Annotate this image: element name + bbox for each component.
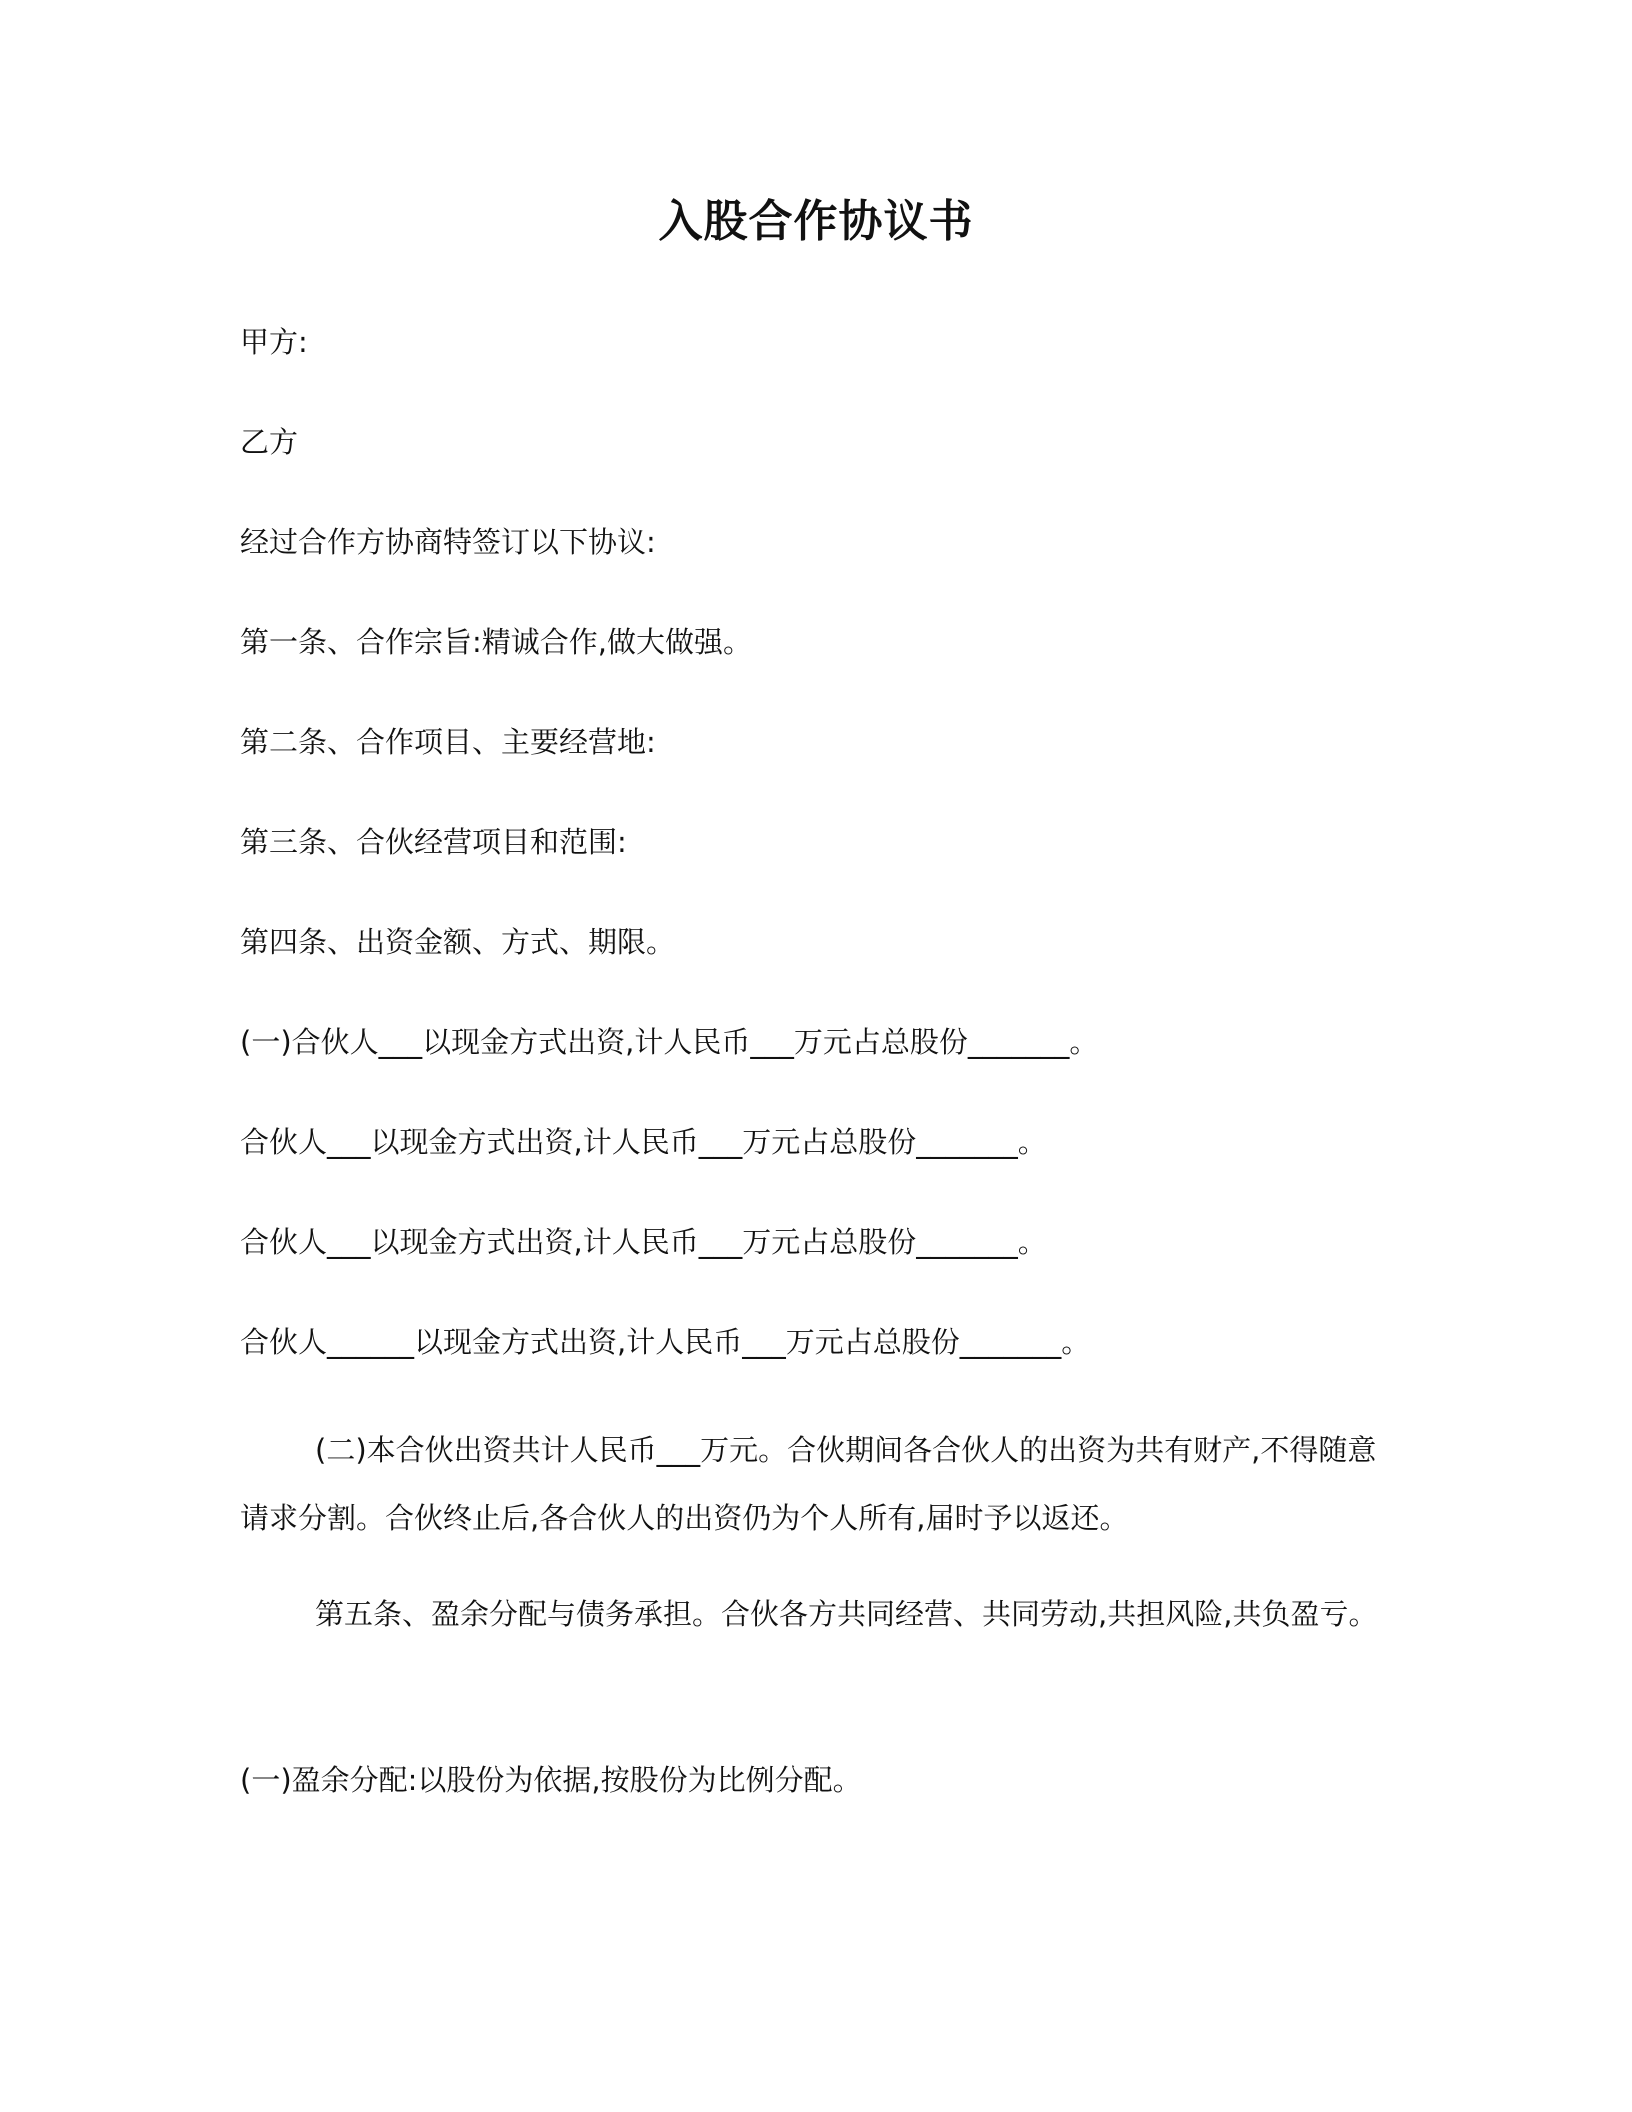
partner-contribution-line: 合伙人___以现金方式出资,计人民币___万元占总股份_______。: [240, 1225, 1047, 1259]
article-3: 第三条、合伙经营项目和范围:: [240, 825, 627, 859]
partner-contribution-line: 合伙人______以现金方式出资,计人民币___万元占总股份_______。: [240, 1325, 1091, 1359]
party-b-line: 乙方: [240, 425, 299, 459]
party-a-line: 甲方:: [240, 325, 308, 359]
partner-contribution-line: 合伙人___以现金方式出资,计人民币___万元占总股份_______。: [240, 1125, 1047, 1159]
article-4-clause-2: [240, 1416, 1380, 1552]
article-4: 第四条、出资金额、方式、期限。: [240, 925, 676, 959]
article-5: [240, 1580, 1380, 1648]
article-1: 第一条、合作宗旨:精诚合作,做大做强。: [240, 625, 752, 659]
article-2: 第二条、合作项目、主要经营地:: [240, 725, 656, 759]
article-4-clause-1: (一)合伙人___以现金方式出资,计人民币___万元占总股份_______。: [240, 1025, 1099, 1059]
article-5-clause-1: (一)盈余分配:以股份为依据,按股份为比例分配。: [240, 1763, 862, 1797]
article-5-text: 第五条、盈余分配与债务承担。合伙各方共同经营、共同劳动,共担风险,共负盈亏。: [315, 1597, 1378, 1631]
article-4-clause-2-text: (二)本合伙出资共计人民币___万元。合伙期间各合伙人的出资为共有财产,不得随意请求分割。合伙终止后,各合伙人的出资仍为个人所有,届时予以返还。: [240, 1433, 1377, 1535]
agreement-intro: 经过合作方协商特签订以下协议:: [240, 525, 656, 559]
document-title: 入股合作协议书: [658, 196, 974, 247]
